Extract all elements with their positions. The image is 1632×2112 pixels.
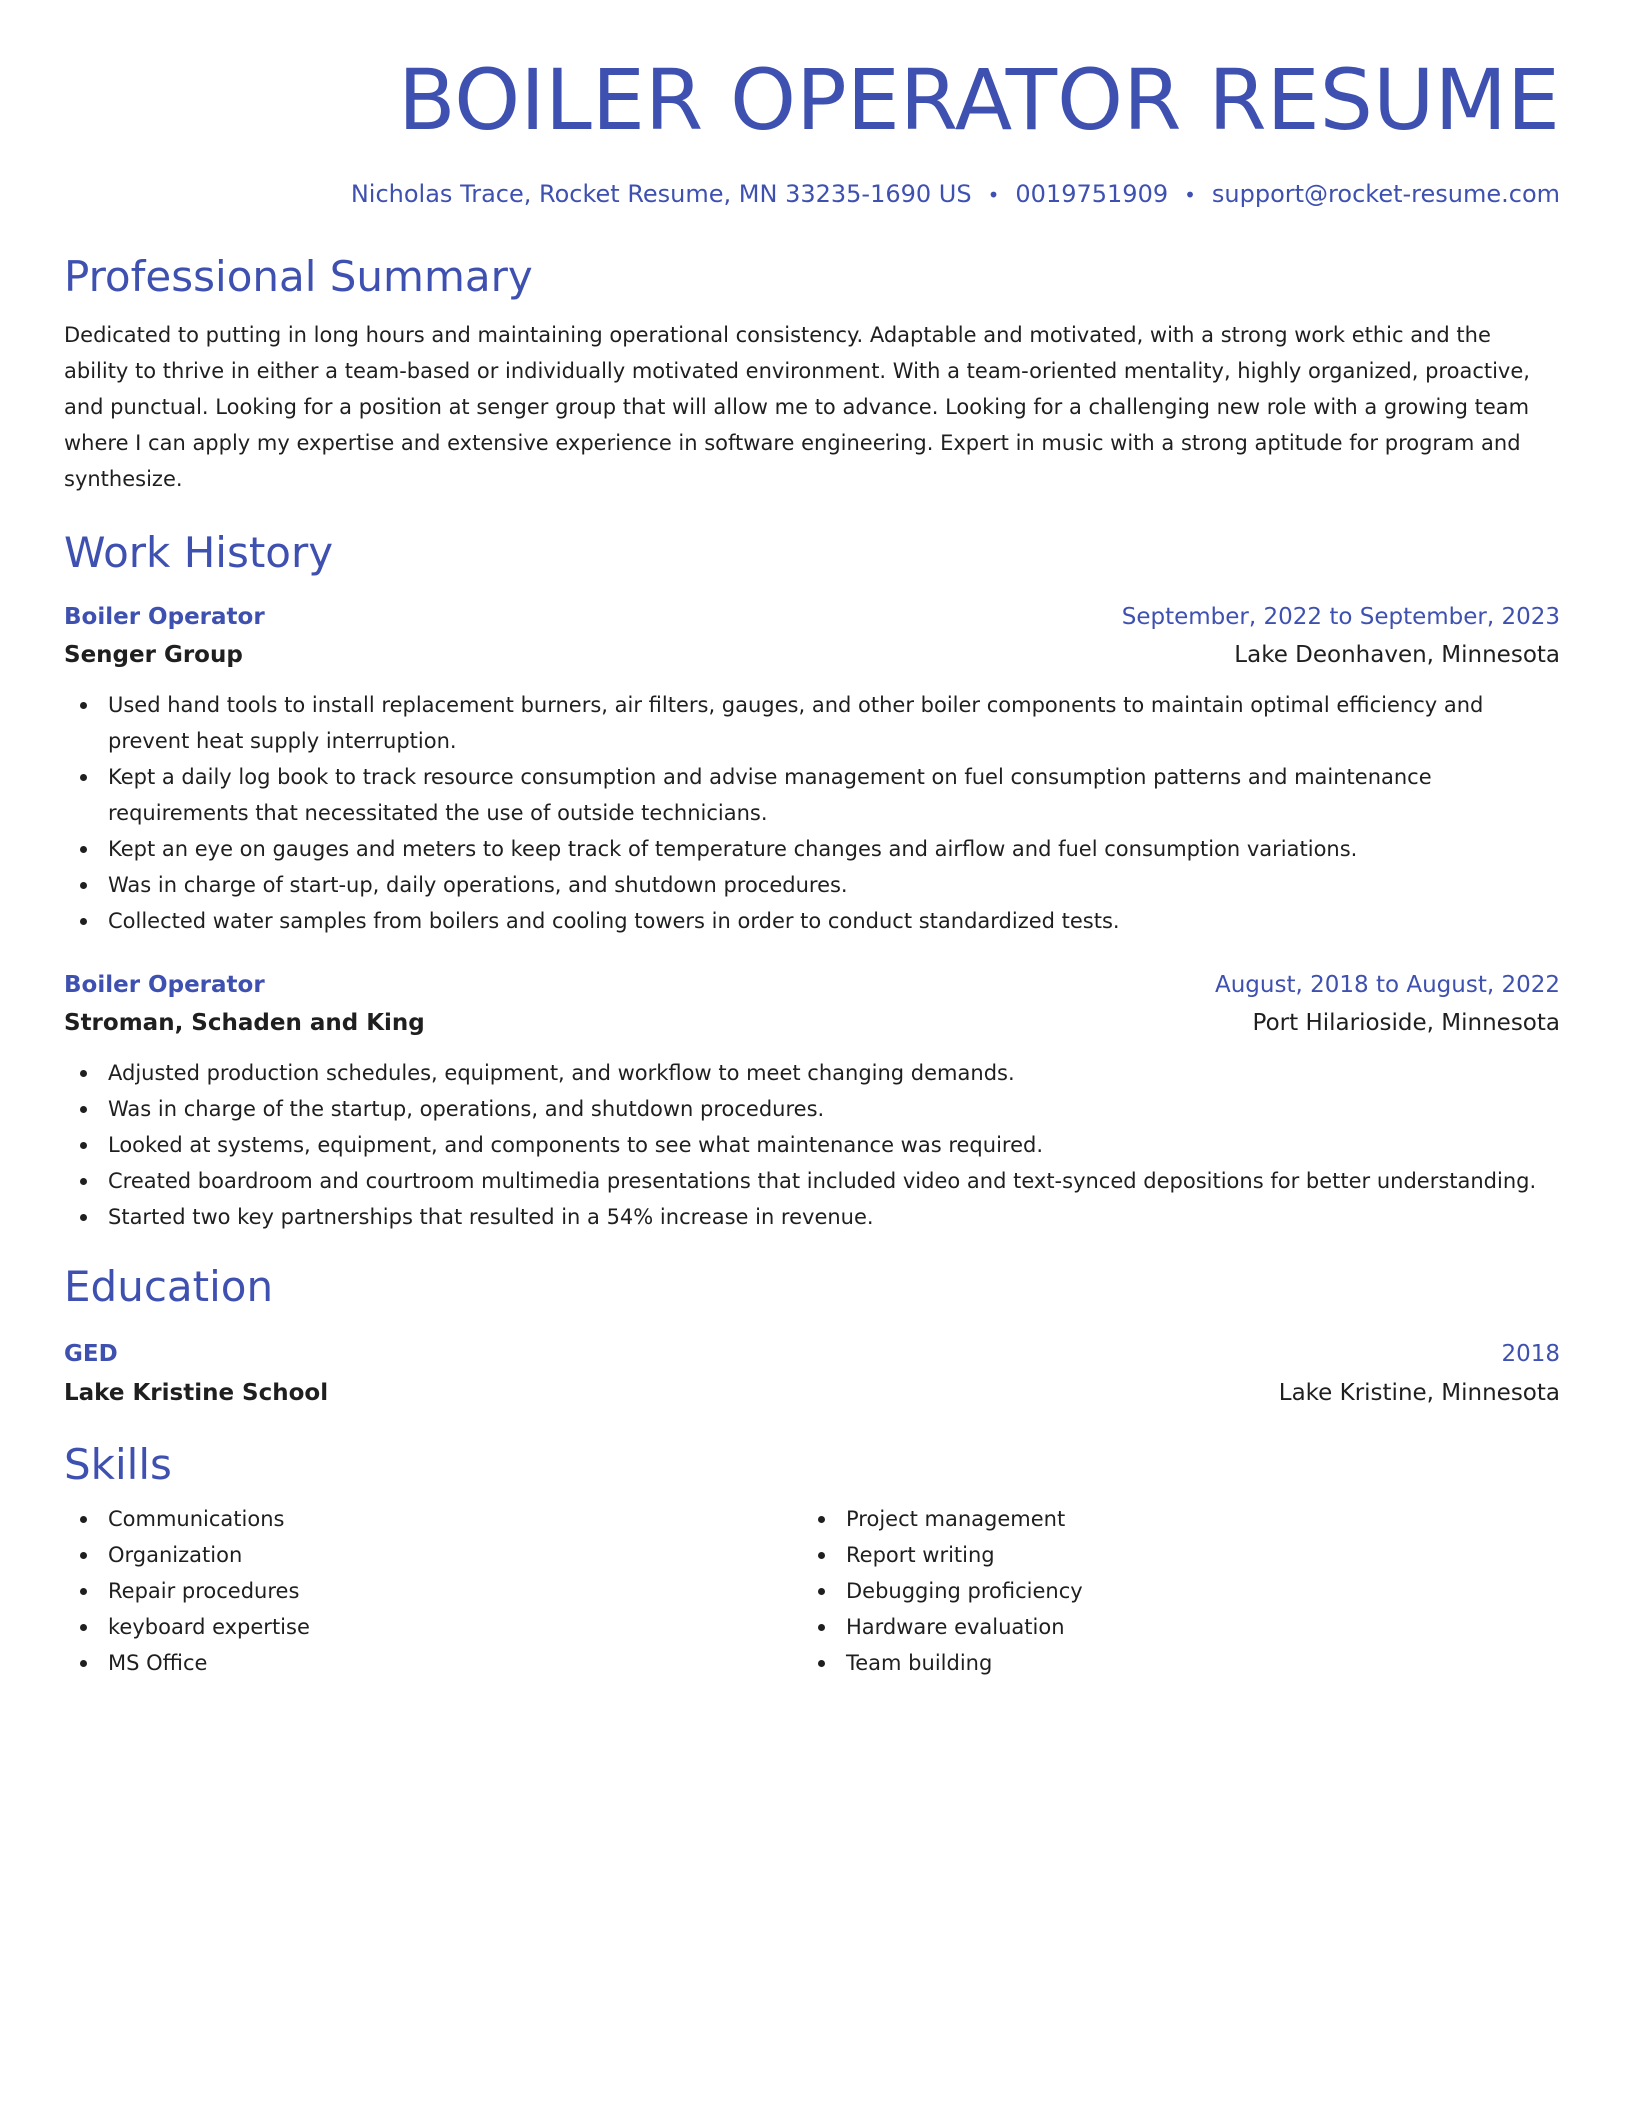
summary-text: Dedicated to putting in long hours and maintaining operational consistency. Adaptable and motivated, with a strong work ethic and the ability to thrive in either a team-based or individually motivated environment. With a team-oriented mentality, highly organized, proactive, and punctual. Looking for a position at senger group that will allow me to advance. Looking for a challenging new role with a growing team where I can apply my expertise and extensive experience in software engineering. Expert in music with a strong aptitude for program and synthesize. — [64, 323, 1530, 491]
skill-item: Project management — [846, 1501, 1540, 1537]
contact-email[interactable]: support@rocket-resume.com — [1211, 180, 1560, 208]
education-school: Lake Kristine School — [64, 1380, 329, 1406]
job-entry — [64, 967, 1560, 1235]
education-degree: GED — [64, 1341, 118, 1367]
skills-left-column — [64, 1501, 802, 1681]
job-entry — [64, 599, 1560, 939]
contact-separator: • — [1184, 183, 1196, 207]
skill-item: Repair procedures — [108, 1573, 802, 1609]
skills-heading: Skills — [64, 1440, 172, 1489]
education-header — [64, 1335, 1560, 1373]
contact-separator: • — [987, 183, 1000, 207]
job-bullet: Was in charge of the startup, operations, and shutdown procedures. — [108, 1091, 1560, 1127]
job-bullet: Was in charge of start-up, daily operations, and shutdown procedures. — [108, 867, 1560, 903]
job-location: Port Hilarioside, Minnesota — [1252, 1010, 1560, 1036]
skills-right-column — [802, 1501, 1540, 1681]
job-role: Boiler Operator — [64, 972, 265, 998]
job-subheader — [64, 635, 1560, 675]
job-header — [64, 967, 1560, 1003]
job-location: Lake Deonhaven, Minnesota — [1234, 642, 1560, 668]
education-subheader — [64, 1373, 1560, 1413]
job-company: Senger Group — [64, 642, 243, 668]
job-bullet: Kept a daily log book to track resource consumption and advise management on fuel consumption patterns and maintenance requirements that necessitated the use of outside technicians. — [108, 759, 1560, 831]
education-location: Lake Kristine, Minnesota — [1278, 1380, 1560, 1406]
education-year: 2018 — [1501, 1341, 1560, 1367]
job-role: Boiler Operator — [64, 604, 265, 630]
skill-item: Hardware evaluation — [846, 1609, 1540, 1645]
skill-item: MS Office — [108, 1645, 802, 1681]
skills-columns — [64, 1501, 1560, 1681]
job-bullet: Kept an eye on gauges and meters to keep track of temperature changes and airflow and fuel consumption variations. — [108, 831, 1560, 867]
skill-item: Team building — [846, 1645, 1540, 1681]
education-heading: Education — [64, 1262, 274, 1311]
job-bullet: Adjusted production schedules, equipment, and workflow to meet changing demands. — [108, 1055, 1560, 1091]
job-header — [64, 599, 1560, 635]
job-dates: August, 2018 to August, 2022 — [1215, 972, 1560, 998]
skill-item: Organization — [108, 1537, 802, 1573]
job-bullet: Started two key partnerships that resulted in a 54% increase in revenue. — [108, 1199, 1560, 1235]
contact-phone: 0019751909 — [1015, 180, 1169, 208]
skill-item: Report writing — [846, 1537, 1540, 1573]
job-bullet: Used hand tools to install replacement burners, air filters, gauges, and other boiler components to maintain optimal efficiency and prevent heat supply interruption. — [108, 687, 1560, 759]
summary-heading: Professional Summary — [64, 252, 533, 301]
job-subheader — [64, 1003, 1560, 1043]
job-bullets — [64, 687, 1560, 939]
job-bullets — [64, 1055, 1560, 1235]
job-bullet: Collected water samples from boilers and cooling towers in order to conduct standardized tests. — [108, 903, 1560, 939]
job-company: Stroman, Schaden and King — [64, 1010, 425, 1036]
education-entry — [64, 1335, 1560, 1413]
contact-line — [64, 178, 1560, 211]
resume-title: BOILER OPERATOR RESUME — [397, 51, 1560, 149]
resume-page — [64, 0, 1560, 1681]
job-bullet: Looked at systems, equipment, and components to see what maintenance was required. — [108, 1127, 1560, 1163]
contact-address: Nicholas Trace, Rocket Resume, MN 33235-1690 US — [350, 180, 972, 208]
job-bullet: Created boardroom and courtroom multimedia presentations that included video and text-synced depositions for better understanding. — [108, 1163, 1560, 1199]
skill-item: Communications — [108, 1501, 802, 1537]
work-history-heading: Work History — [64, 528, 334, 577]
skill-item: keyboard expertise — [108, 1609, 802, 1645]
skill-item: Debugging proficiency — [846, 1573, 1540, 1609]
job-dates: September, 2022 to September, 2023 — [1121, 604, 1560, 630]
